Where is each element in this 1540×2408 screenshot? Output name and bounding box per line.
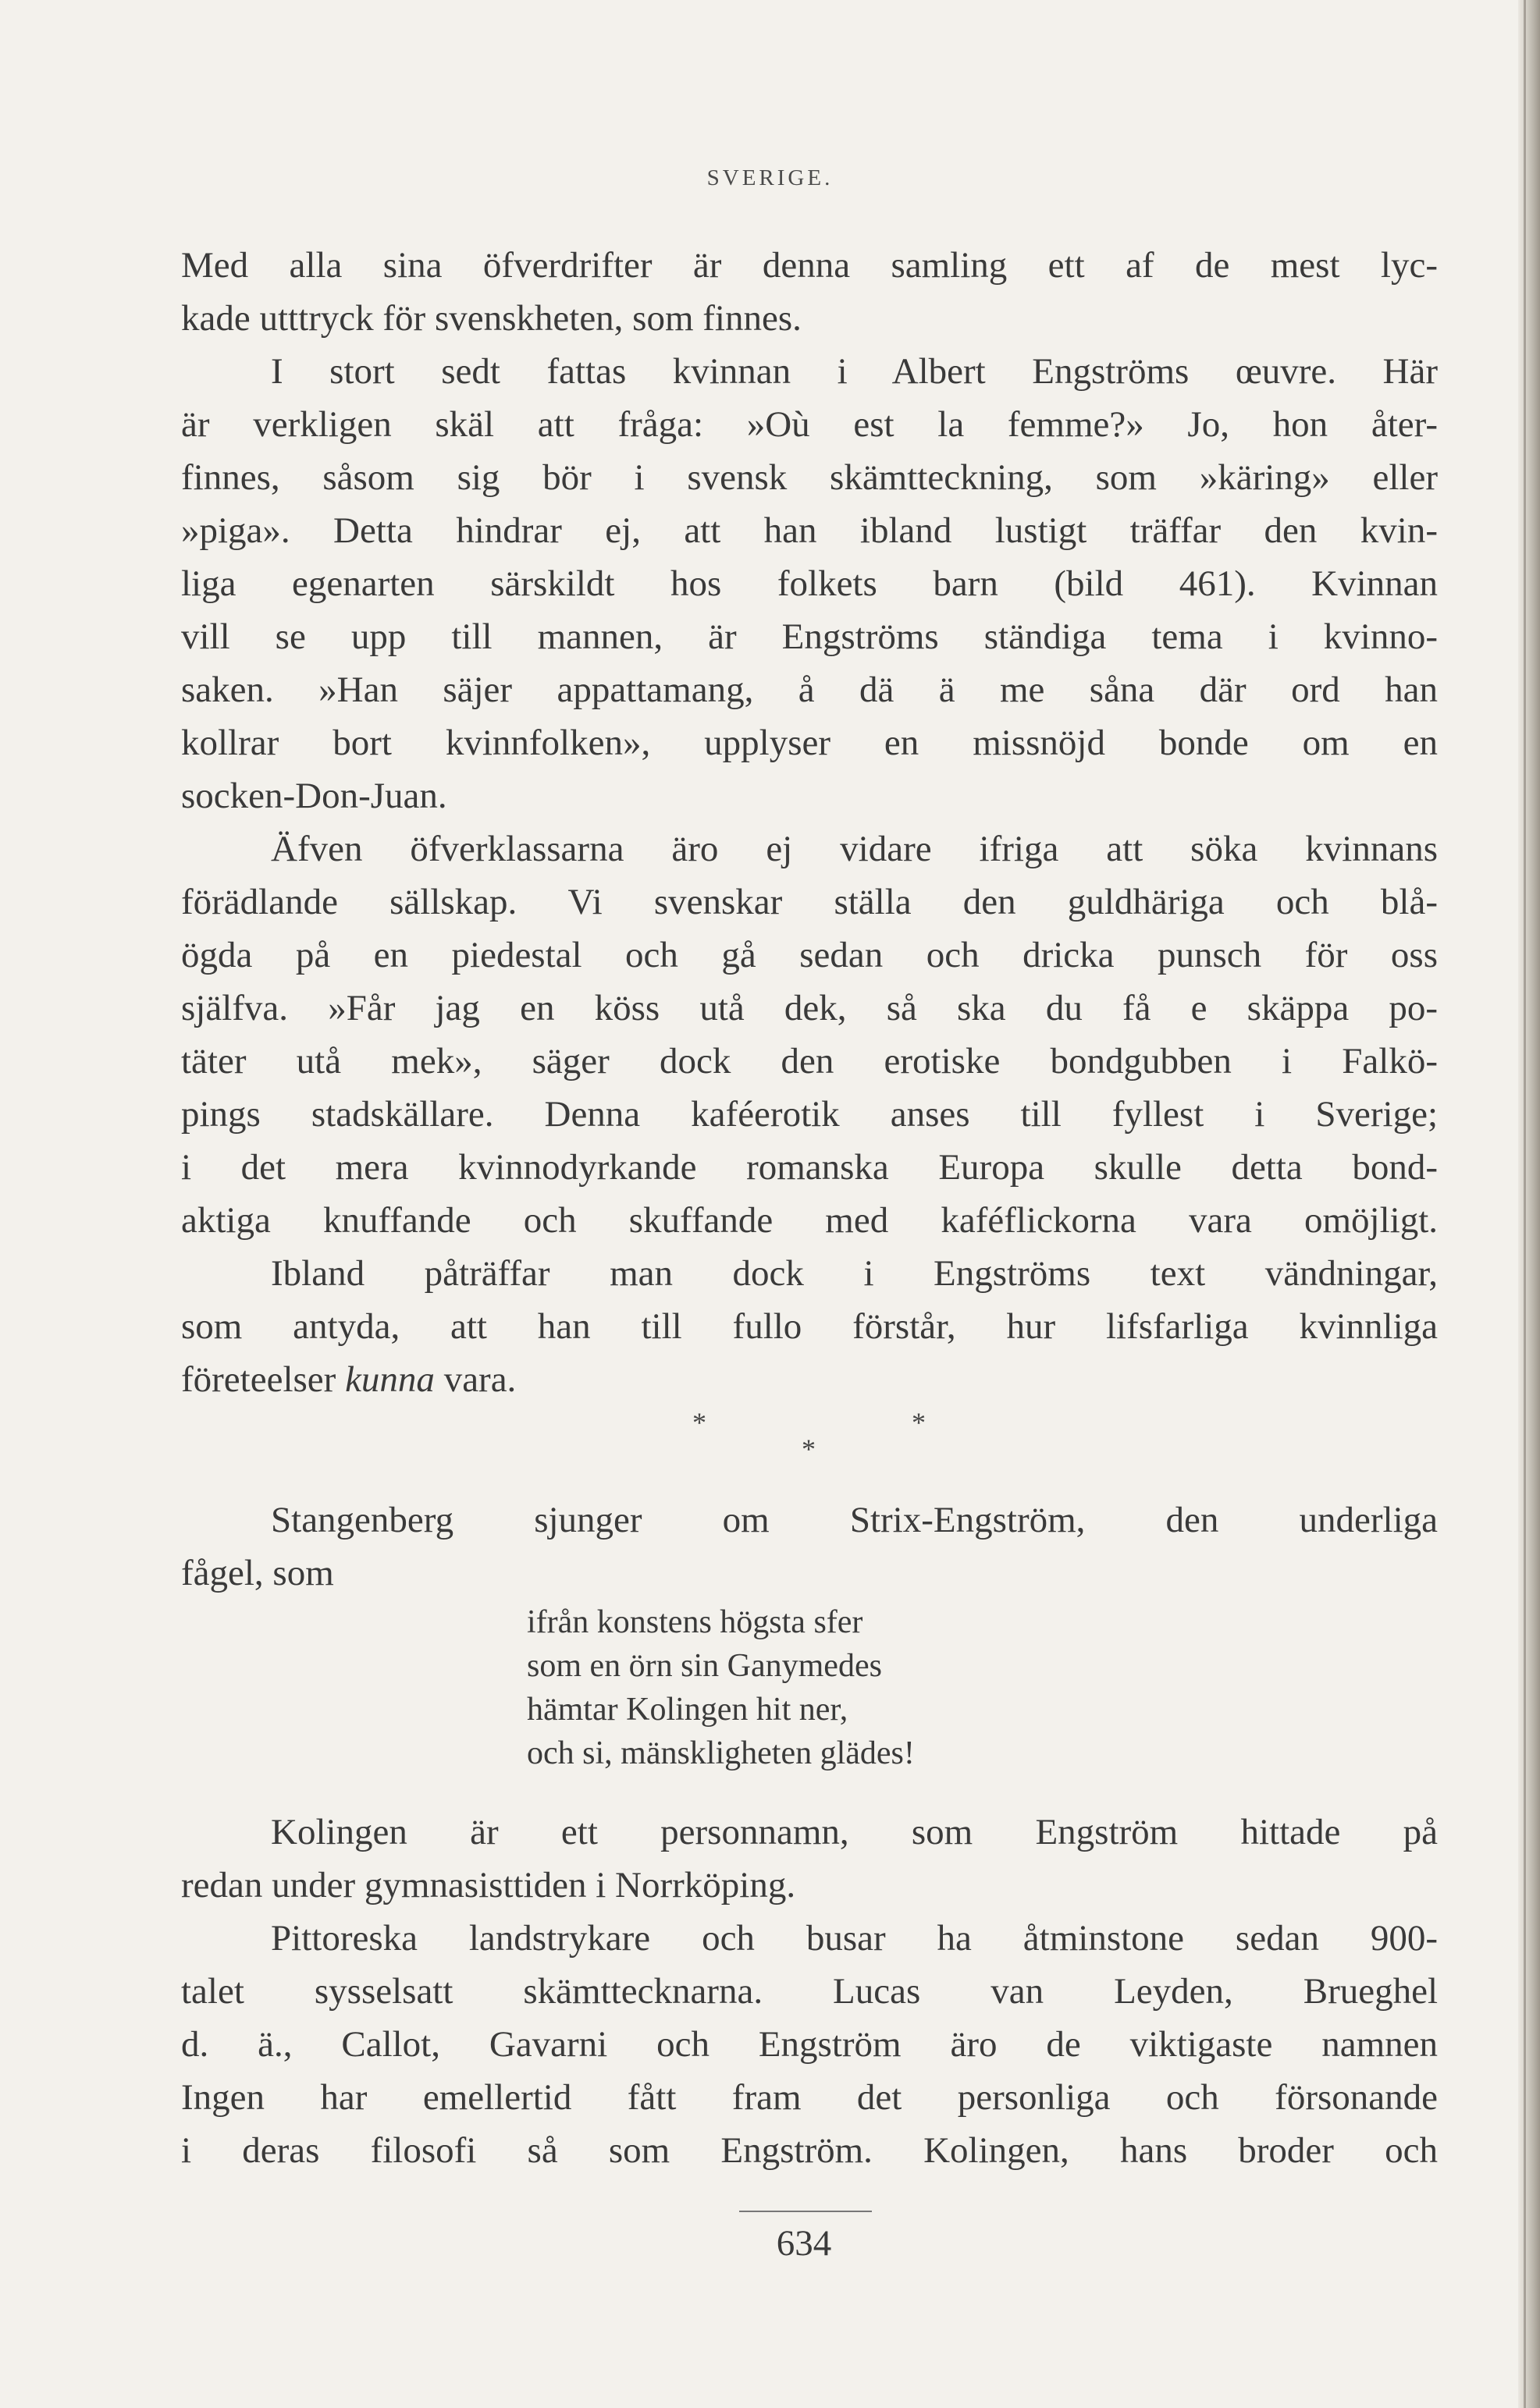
- text-line: i deras filosofi så som Engström. Kolingen, hans broder och: [181, 2130, 1438, 2171]
- text-line: Pittoreska landstrykare och busar ha åtminstone sedan 900-: [271, 1918, 1438, 1959]
- text-line: fågel, som: [181, 1553, 334, 1593]
- text-fragment: vara.: [434, 1359, 517, 1400]
- text-line: redan under gymnasisttiden i Norrköping.: [181, 1865, 796, 1905]
- separator-asterisk: *: [802, 1433, 816, 1465]
- text-line: »piga». Detta hindrar ej, att han ibland lustigt träffar den kvin-: [181, 510, 1438, 551]
- text-line: I stort sedt fattas kvinnan i Albert Engströms œuvre. Här: [271, 351, 1438, 392]
- text-line: aktiga knuffande och skuffande med kaféflickorna vara omöjligt.: [181, 1200, 1438, 1241]
- text-line: finnes, såsom sig bör i svensk skämtteckning, som »käring» eller: [181, 457, 1438, 498]
- separator-asterisk: *: [692, 1407, 706, 1438]
- text-line: saken. »Han säjer appattamang, å dä ä me såna där ord han: [181, 669, 1438, 710]
- text-line: socken-Don-Juan.: [181, 776, 447, 816]
- text-line: själfva. »Får jag en köss utå dek, så ska du få e skäppa po-: [181, 988, 1438, 1028]
- text-line: [181, 1356, 1438, 1403]
- footer-rule: [739, 2211, 872, 2212]
- page-number: 634: [776, 2223, 832, 2264]
- text-line: Ingen har emellertid fått fram det personliga och försonande: [181, 2077, 1438, 2118]
- text-line: är verkligen skäl att fråga: »Où est la femme?» Jo, hon åter-: [181, 404, 1438, 445]
- emphasized-word: kunna: [345, 1359, 435, 1400]
- verse-line: som en örn sin Ganymedes: [527, 1648, 882, 1684]
- text-line: täter utå mek», säger dock den erotiske bondgubben i Falkö-: [181, 1041, 1438, 1081]
- page-edge-shadow: [1518, 0, 1540, 2408]
- separator-asterisk: *: [912, 1407, 926, 1438]
- text-line: ögda på en piedestal och gå sedan och dricka punsch för oss: [181, 935, 1438, 975]
- text-fragment: företeelser: [181, 1359, 346, 1400]
- text-line: kade utttryck för svenskheten, som finnes.: [181, 298, 802, 339]
- verse-line: hämtar Kolingen hit ner,: [527, 1692, 848, 1728]
- text-line: Stangenberg sjunger om Strix-Engström, den underliga: [271, 1500, 1438, 1540]
- text-line: kollrar bort kvinnfolken», upplyser en missnöjd bonde om en: [181, 723, 1438, 763]
- text-line: pings stadskällare. Denna kaféerotik anses till fyllest i Sverige;: [181, 1094, 1438, 1135]
- verse-line: och si, mänskligheten glädes!: [527, 1735, 915, 1771]
- text-line: Kolingen är ett personnamn, som Engström hittade på: [271, 1812, 1438, 1852]
- text-line: vill se upp till mannen, är Engströms ständiga tema i kvinno-: [181, 616, 1438, 657]
- text-line: Med alla sina öfverdrifter är denna samling ett af de mest lyc-: [181, 245, 1438, 286]
- text-line: Äfven öfverklassarna äro ej vidare ifriga att söka kvinnans: [271, 829, 1438, 869]
- text-line: som antyda, att han till fullo förstår, hur lifsfarliga kvinnliga: [181, 1306, 1438, 1347]
- verse-line: ifrån konstens högsta sfer: [527, 1604, 863, 1640]
- text-line: Ibland påträffar man dock i Engströms text vändningar,: [271, 1253, 1438, 1294]
- running-header: SVERIGE.: [706, 165, 834, 190]
- text-line: talet sysselsatt skämttecknarna. Lucas van Leyden, Brueghel: [181, 1971, 1438, 2012]
- text-line: förädlande sällskap. Vi svenskar ställa den guldhäriga och blå-: [181, 882, 1438, 922]
- page-edge-line: [1524, 0, 1526, 2408]
- text-line: i det mera kvinnodyrkande romanska Europa skulle detta bond-: [181, 1147, 1438, 1188]
- text-line: liga egenarten särskildt hos folkets barn (bild 461). Kvinnan: [181, 563, 1438, 604]
- text-line: d. ä., Callot, Gavarni och Engström äro de viktigaste namnen: [181, 2024, 1438, 2065]
